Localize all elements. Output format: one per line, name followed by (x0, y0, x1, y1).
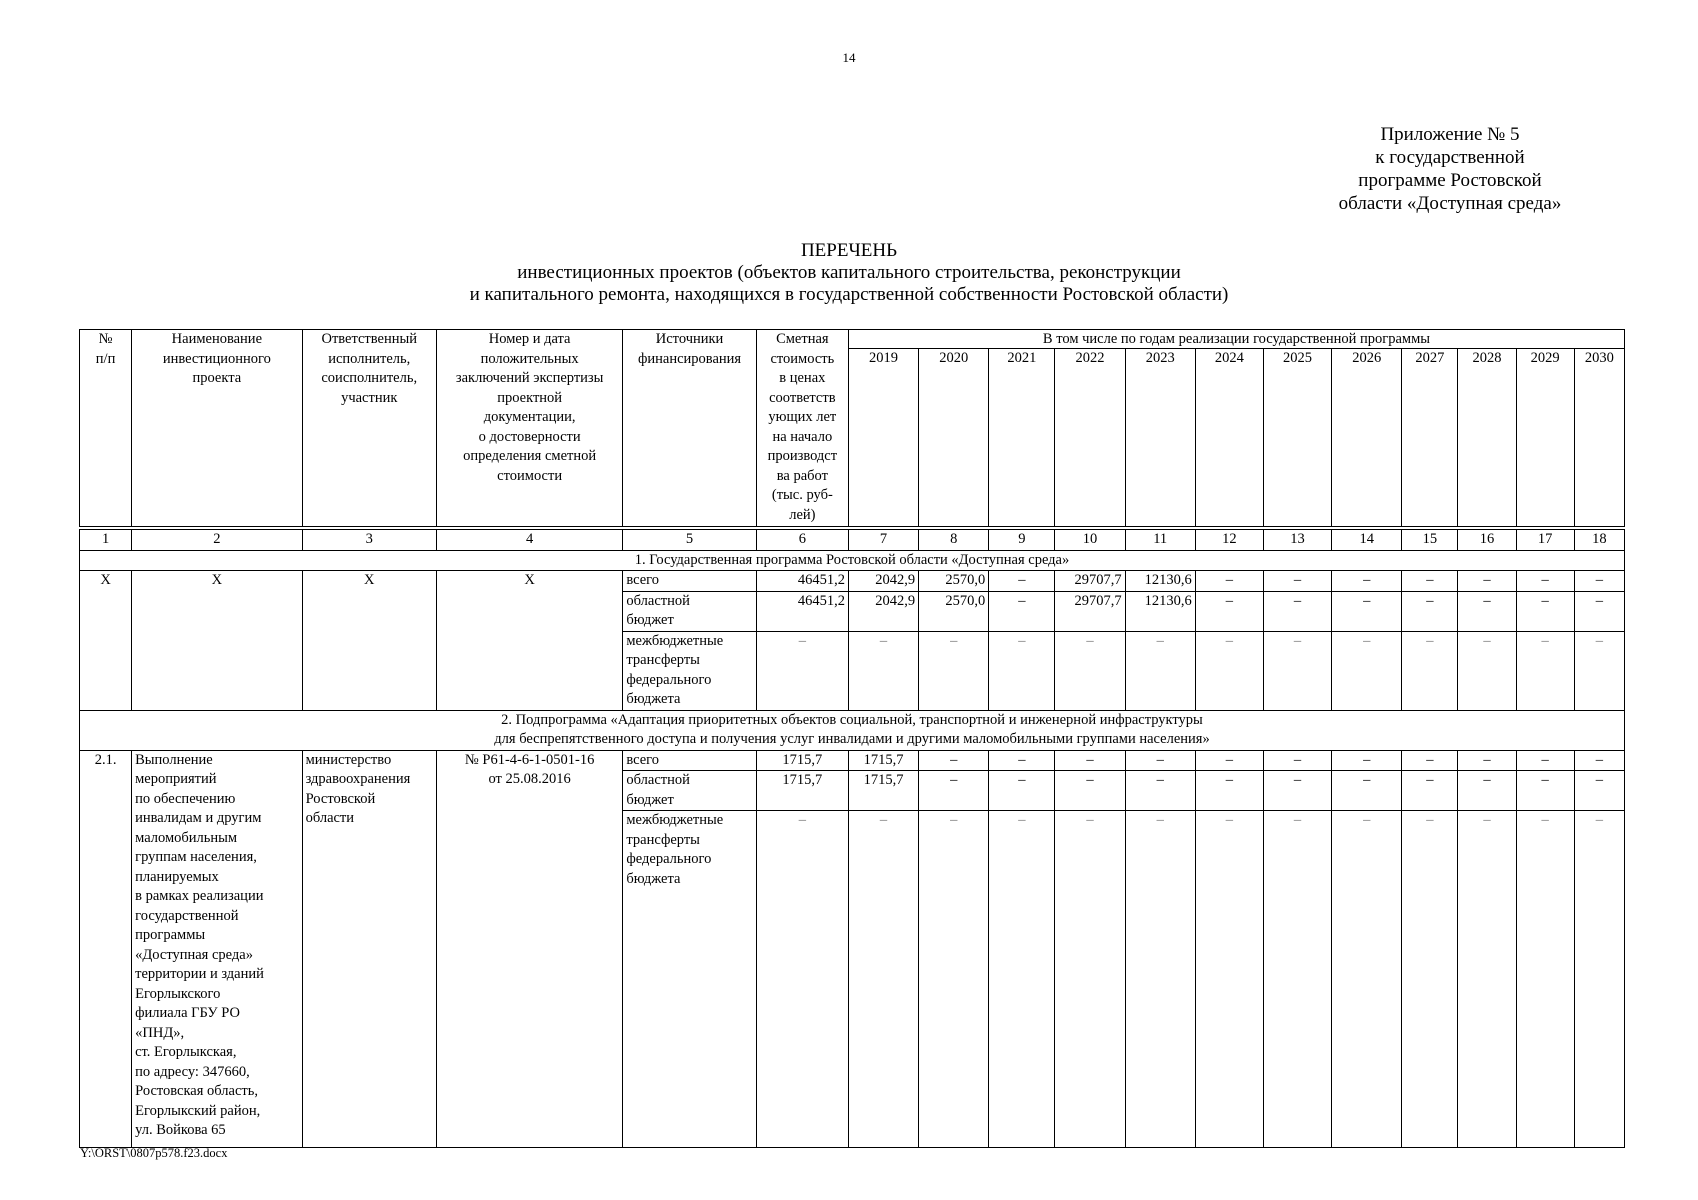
header-year: 2026 (1332, 349, 1402, 527)
column-numbers-row (80, 530, 1625, 551)
project-name: Х (132, 571, 302, 711)
year-value: – (1125, 771, 1195, 811)
header-project-name: Наименование инвестиционного проекта (132, 330, 302, 527)
header-year: 2029 (1516, 349, 1574, 527)
year-value: – (848, 811, 918, 1148)
year-value: – (1574, 591, 1624, 631)
column-number: 18 (1574, 530, 1624, 551)
year-value: 2570,0 (919, 571, 989, 592)
section-heading-row (80, 550, 1625, 571)
year-value: – (1402, 750, 1458, 771)
estimated-cost: 46451,2 (756, 591, 848, 631)
year-value: – (1332, 631, 1402, 710)
title-line: и капитального ремонта, находящихся в государственной собственности Ростовской области) (469, 284, 1229, 305)
year-value: – (1195, 811, 1263, 1148)
year-value: – (1574, 571, 1624, 592)
column-number: 10 (1055, 530, 1125, 551)
investment-projects-table (79, 329, 1625, 1148)
year-value: – (1263, 750, 1331, 771)
year-value: 1715,7 (848, 771, 918, 811)
column-number: 12 (1195, 530, 1263, 551)
year-value: – (1458, 811, 1516, 1148)
year-value: – (1402, 591, 1458, 631)
year-value: – (919, 631, 989, 710)
column-number: 3 (302, 530, 436, 551)
year-value: 12130,6 (1125, 591, 1195, 631)
year-value: – (1332, 571, 1402, 592)
column-number: 8 (919, 530, 989, 551)
header-financing-source: Источники финансирования (623, 330, 756, 527)
column-number: 13 (1263, 530, 1331, 551)
year-value: – (1402, 631, 1458, 710)
expertise: № Р61-4-6-1-0501-16 от 25.08.2016 (436, 750, 622, 1148)
year-value: 1715,7 (848, 750, 918, 771)
executor: Х (302, 571, 436, 711)
year-value: – (1195, 591, 1263, 631)
year-value: – (1332, 591, 1402, 631)
year-value: – (1516, 591, 1574, 631)
year-value: 29707,7 (1055, 571, 1125, 592)
section-2-title (80, 710, 1625, 750)
header-years-group: В том числе по годам реализации государственной программы (848, 330, 1624, 349)
project-name: Выполнение мероприятий по обеспечению инвалидам и другим маломобильным группам населения, планируемых в рамках реализации государственной программы «Доступная среда» территории и зданий Егорлыкского филиала ГБУ РО «ПНД», ст. Егорлыкская, по адресу: 347660, Ростовская область, Егорлыкский район, ул. Войкова 65 (132, 750, 302, 1148)
year-value: – (1458, 631, 1516, 710)
title-line: инвестиционных проектов (объектов капитального строительства, реконструкции (517, 262, 1181, 283)
estimated-cost: 46451,2 (756, 571, 848, 592)
year-value: – (919, 811, 989, 1148)
appendix-line: к государственной (1375, 147, 1525, 168)
section-1-title: 1. Государственная программа Ростовской области «Доступная среда» (80, 550, 1625, 571)
appendix-line: Приложение № 5 (1380, 124, 1520, 145)
year-value: – (1263, 771, 1331, 811)
header-year: 2023 (1125, 349, 1195, 527)
year-value: – (1516, 631, 1574, 710)
header-number: № п/п (80, 330, 132, 527)
header-year: 2028 (1458, 349, 1516, 527)
estimated-cost: 1715,7 (756, 771, 848, 811)
page-number: 14 (842, 50, 856, 65)
year-value: – (1263, 631, 1331, 710)
year-value: – (1516, 811, 1574, 1148)
header-year: 2024 (1195, 349, 1263, 527)
header-year: 2025 (1263, 349, 1331, 527)
year-value: – (1402, 811, 1458, 1148)
year-value: – (1458, 771, 1516, 811)
year-value: – (1332, 811, 1402, 1148)
financing-source: межбюджетные трансферты федерального бюджета (623, 631, 756, 710)
year-value: – (1332, 771, 1402, 811)
year-value: – (1055, 750, 1125, 771)
column-number: 1 (80, 530, 132, 551)
column-number: 7 (848, 530, 918, 551)
financing-source: межбюджетные трансферты федерального бюджета (623, 811, 756, 1148)
column-number: 9 (989, 530, 1055, 551)
year-value: – (989, 771, 1055, 811)
header-year: 2030 (1574, 349, 1624, 527)
year-value: – (1195, 571, 1263, 592)
year-value: 12130,6 (1125, 571, 1195, 592)
column-number: 11 (1125, 530, 1195, 551)
financing-source: областной бюджет (623, 591, 756, 631)
column-number: 15 (1402, 530, 1458, 551)
table-row (80, 571, 1625, 592)
column-number: 5 (623, 530, 756, 551)
expertise: Х (436, 571, 622, 711)
year-value: – (919, 771, 989, 811)
year-value: – (1458, 750, 1516, 771)
header-year: 2021 (989, 349, 1055, 527)
header-row (80, 330, 1625, 349)
section-2-title-line: 2. Подпрограмма «Адаптация приоритетных объектов социальной, транспортной и инженерной инфраструктуры (501, 711, 1203, 728)
header-year: 2027 (1402, 349, 1458, 527)
year-value: – (1574, 631, 1624, 710)
appendix-line: программе Ростовской (1358, 170, 1542, 191)
title-line: ПЕРЕЧЕНЬ (800, 240, 898, 261)
column-number: 6 (756, 530, 848, 551)
year-value: – (1458, 591, 1516, 631)
section-2-title-line: для беспрепятственного доступа и получения услуг инвалидами и другими маломобильными группами населения» (494, 731, 1210, 747)
header-executor: Ответственный исполнитель, соисполнитель, участник (302, 330, 436, 527)
header-year: 2020 (919, 349, 989, 527)
year-value: – (1516, 571, 1574, 592)
financing-source: областной бюджет (623, 771, 756, 811)
row-number: Х (80, 571, 132, 711)
year-value: – (989, 591, 1055, 631)
column-number: 4 (436, 530, 622, 551)
year-value: – (1195, 771, 1263, 811)
year-value: – (1402, 771, 1458, 811)
year-value: – (1055, 771, 1125, 811)
year-value: – (1125, 811, 1195, 1148)
row-number: 2.1. (80, 750, 132, 1148)
executor: министерство здравоохранения Ростовской области (302, 750, 436, 1148)
section-heading-row (80, 710, 1625, 750)
year-value: – (1574, 811, 1624, 1148)
year-value: – (1125, 750, 1195, 771)
column-number: 17 (1516, 530, 1574, 551)
estimated-cost: – (756, 811, 848, 1148)
year-value: – (1195, 750, 1263, 771)
year-value: – (1055, 811, 1125, 1148)
year-value: – (989, 571, 1055, 592)
header-estimated-cost: Сметная стоимость в ценах соответств ующих лет на начало производст ва работ (тыс. руб- лей) (756, 330, 848, 527)
year-value: – (1055, 631, 1125, 710)
financing-source: всего (623, 750, 756, 771)
year-value: – (1402, 571, 1458, 592)
table-row (80, 750, 1625, 771)
appendix-line: области «Доступная среда» (1338, 193, 1562, 214)
year-value: – (1195, 631, 1263, 710)
appendix-note (1330, 123, 1570, 215)
file-path-footer: Y:\ORST\0807p578.f23.docx (80, 1146, 228, 1160)
estimated-cost: – (756, 631, 848, 710)
column-number: 2 (132, 530, 302, 551)
year-value: – (1458, 571, 1516, 592)
year-value: 29707,7 (1055, 591, 1125, 631)
year-value: – (1574, 771, 1624, 811)
year-value: – (1516, 750, 1574, 771)
column-number: 16 (1458, 530, 1516, 551)
year-value: – (1263, 811, 1331, 1148)
year-value: – (1125, 631, 1195, 710)
year-value: – (848, 631, 918, 710)
year-value: 2570,0 (919, 591, 989, 631)
document-title (0, 240, 1698, 306)
financing-source: всего (623, 571, 756, 592)
column-number: 14 (1332, 530, 1402, 551)
year-value: 2042,9 (848, 591, 918, 631)
year-value: – (1516, 771, 1574, 811)
year-value: 2042,9 (848, 571, 918, 592)
year-value: – (1574, 750, 1624, 771)
year-value: – (1263, 571, 1331, 592)
header-year: 2022 (1055, 349, 1125, 527)
year-value: – (989, 631, 1055, 710)
year-value: – (1263, 591, 1331, 631)
header-expertise: Номер и дата положительных заключений экспертизы проектной документации, о достоверности определения сметной стоимости (436, 330, 622, 527)
year-value: – (1332, 750, 1402, 771)
year-value: – (989, 750, 1055, 771)
header-year: 2019 (848, 349, 918, 527)
year-value: – (989, 811, 1055, 1148)
estimated-cost: 1715,7 (756, 750, 848, 771)
year-value: – (919, 750, 989, 771)
